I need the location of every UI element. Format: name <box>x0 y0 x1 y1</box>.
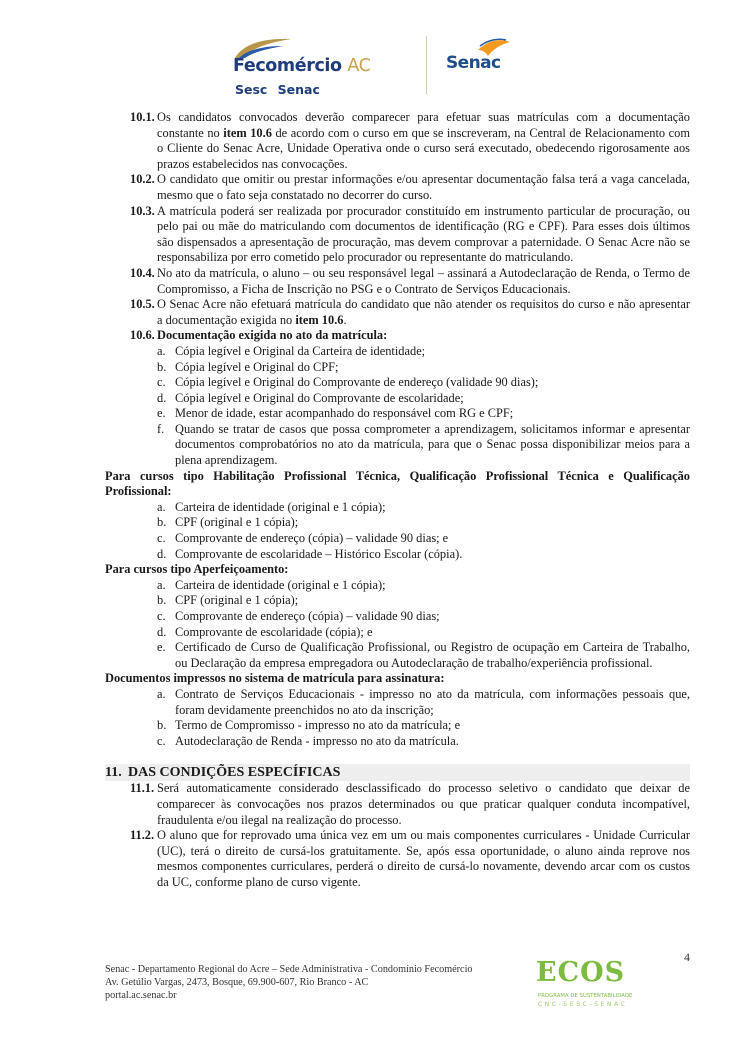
list-letter: d. <box>157 390 167 405</box>
group-heading-habilitacao: Para cursos tipo Habilitação Profissional Técnica, Qualificação Profissional Técnica e Qualificação Profissional: <box>105 468 690 499</box>
clause-text: de acordo com o curso em que se inscreveram, na Central de Relacionamento com o Cliente do Senac Acre, Unidade Operativa onde o curso será executado, obedecendo rigorosamente aos prazos estabelecidos nas convocações. <box>157 125 690 171</box>
ecos-logo <box>536 958 640 1006</box>
list-text: Carteira de identidade (original e 1 cópia); <box>175 499 386 514</box>
section-heading-11 <box>105 764 690 781</box>
clause-text: O candidato que omitir ou prestar informações e/ou apresentar documentação falsa terá a vaga cancelada, mesmo que o fato seja constatado no decorrer do curso. <box>157 172 690 202</box>
list-letter: b. <box>157 593 167 608</box>
clause-number: 10.5. <box>130 297 155 312</box>
list-item <box>105 593 690 609</box>
list-letter: c. <box>157 733 166 748</box>
list-text: Comprovante de endereço (cópia) – validade 90 dias; <box>175 609 440 623</box>
clause-10-4 <box>105 266 690 297</box>
list-letter: b. <box>157 718 167 733</box>
list-text: Cópia legível e Original do Comprovante de endereço (validade 90 dias); <box>175 375 539 390</box>
clause-text: O Senac Acre não efetuará matrícula do candidato que não atender os requisitos do curso e não apresentar a documentação exigida no <box>157 297 690 327</box>
list-text: Menor de idade, estar acompanhado do responsável com RG e CPF; <box>175 406 514 421</box>
list-letter: c. <box>157 531 166 546</box>
list-letter: a. <box>157 499 166 514</box>
list-text: Comprovante de endereço (cópia) – validade 90 dias; e <box>175 531 449 546</box>
senac-wordmark: Senac <box>446 53 501 73</box>
footer-address-line: Av. Getúlio Vargas, 2473, Bosque, 69.900-607, Rio Branco - AC <box>105 977 369 988</box>
list-text: Cópia legível e Original do Comprovante de escolaridade; <box>175 390 464 405</box>
list-text: Termo de Compromisso - impresso no ato da matrícula; e <box>175 718 461 733</box>
footer-address-line: Senac - Departamento Regional do Acre – Sede Administrativa - Condomínio Fecomércio <box>105 964 473 975</box>
clause-heading: Documentação exigida no ato da matrícula: <box>157 328 388 343</box>
list-letter: b. <box>157 359 167 374</box>
clause-11-1 <box>105 781 690 828</box>
list-text: CPF (original e 1 cópia); <box>175 593 299 608</box>
list-text: CPF (original e 1 cópia); <box>175 515 299 530</box>
clause-number: 10.1. <box>130 110 155 124</box>
list-text: Carteira de identidade (original e 1 cópia); <box>175 577 386 592</box>
list-letter: d. <box>157 546 167 561</box>
clause-10-6 <box>105 328 690 344</box>
clause-10-3 <box>105 204 690 266</box>
list-letter: d. <box>157 624 167 639</box>
section-title: DAS CONDIÇÕES ESPECÍFICAS <box>128 765 341 781</box>
clause-number: 11.2. <box>130 828 155 843</box>
list-item <box>105 406 690 422</box>
list-text: Comprovante de escolaridade – Histórico Escolar (cópia). <box>175 546 463 561</box>
logo-divider <box>426 36 427 94</box>
list-text: Contrato de Serviços Educacionais - impresso no ato da matrícula, com informações pessoais que, foram devidamente preenchidos no ato da inscrição; <box>175 686 690 717</box>
document-body <box>105 110 690 891</box>
section-number: 11. <box>105 765 122 781</box>
list-letter: b. <box>157 515 167 530</box>
page-number: 4 <box>684 950 690 964</box>
list-item <box>105 718 690 734</box>
list-item <box>105 344 690 360</box>
list-text: Certificado de Curso de Qualificação Profissional, ou Registro de ocupação em Carteira de Trabalho, ou Declaração da empresa empregadora ou Autodeclaração de trabalho/experiência profissional. <box>175 640 690 670</box>
clause-text: Será automaticamente considerado desclassificado do processo seletivo o candidato que deixar de comparecer às convocações nos prazos determinados ou que praticar qualquer conduta incompatível, fraudulenta e/ou ilegal na realização do processo. <box>157 781 690 827</box>
clause-text: O aluno que for reprovado uma única vez em um ou mais componentes curriculares - Unidade Curricular (UC), terá o direito de cursá-los gratuitamente. Se, após essa oportunidade, o aluno ainda reprove nos mesmos componentes curriculares, perderá o direito de cursá-lo novamente, devendo arcar com os custos da UC, conforme plano de curso vigente. <box>157 828 690 889</box>
clause-text: No ato da matrícula, o aluno – ou seu responsável legal – assinará a Autodeclaração de Renda, o Termo de Compromisso, a Ficha de Inscrição no PSG e o Contrato de Serviços Educacionais. <box>157 265 690 296</box>
list-letter: c. <box>157 375 166 390</box>
clause-10-1 <box>105 110 690 172</box>
list-item <box>105 687 690 718</box>
clause-reference: item 10.6 <box>295 312 344 327</box>
clause-text: Os candidatos convocados deverão comparecer para efetuar suas matrículas com a documentação constante no <box>157 110 690 140</box>
fecomercio-subtitle: Sesc Senac <box>235 82 320 97</box>
list-item <box>105 422 690 469</box>
list-item <box>105 515 690 531</box>
list-text: Quando se tratar de casos que possa comprometer a aprendizagem, solicitamos informar e apresentar documentos comprobatórios no ato da matrícula, para que o Senac possa disponibilizar meios para a plena aprendizagem. <box>175 421 690 468</box>
list-text: Cópia legível e Original do CPF; <box>175 359 339 374</box>
ecos-subtitle: CNC-SESC-SENAC <box>538 1001 628 1008</box>
clause-number: 10.2. <box>130 172 155 187</box>
list-text: Cópia legível e Original da Carteira de identidade; <box>175 343 426 358</box>
clause-10-5 <box>105 297 690 328</box>
list-letter: a. <box>157 686 166 701</box>
list-text: Autodeclaração de Renda - impresso no ato da matrícula. <box>175 733 459 748</box>
clause-11-2 <box>105 828 690 890</box>
page-footer <box>105 963 473 1002</box>
senac-logo <box>446 38 526 78</box>
list-letter: e. <box>157 640 166 655</box>
clause-reference: item 10.6 <box>223 125 272 140</box>
list-item <box>105 547 690 563</box>
page-header <box>0 30 750 100</box>
list-letter: e. <box>157 406 166 421</box>
group-heading-documentos-impressos: Documentos impressos no sistema de matrícula para assinatura: <box>105 671 445 686</box>
clause-text: . <box>343 312 347 327</box>
list-letter: c. <box>157 609 166 623</box>
list-letter: f. <box>157 421 165 436</box>
list-item <box>105 360 690 376</box>
list-item <box>105 625 690 641</box>
group-heading-aperfeicoamento: Para cursos tipo Aperfeiçoamento: <box>105 562 289 577</box>
list-item <box>105 609 690 625</box>
list-item <box>105 531 690 547</box>
fecomercio-logo <box>233 36 413 96</box>
footer-website: portal.ac.senac.br <box>105 990 177 1001</box>
list-item <box>105 391 690 407</box>
list-text: Comprovante de escolaridade (cópia); e <box>175 624 373 639</box>
clause-number: 10.4. <box>130 265 155 280</box>
clause-number: 10.6. <box>130 328 155 343</box>
list-item <box>105 640 690 671</box>
list-letter: a. <box>157 577 166 592</box>
clause-number: 10.3. <box>130 203 155 218</box>
list-item <box>105 734 690 750</box>
ecos-subtitle: PROGRAMA DE SUSTENTABILIDADE <box>538 993 633 999</box>
list-letter: a. <box>157 343 166 358</box>
list-item <box>105 578 690 594</box>
list-item <box>105 500 690 516</box>
ecos-wordmark: ECOS <box>536 957 626 988</box>
clause-10-2 <box>105 172 690 203</box>
clause-number: 11.1. <box>130 781 155 796</box>
list-item <box>105 375 690 391</box>
clause-text: A matrícula poderá ser realizada por procurador constituído em instrumento particular de procuração, ou pelo pai ou mãe do matriculando com documentos de identificação (RG e CPF). Para esses dois últimos são dispensados a apresentação de procuração, mas devem comprovar a paternidade. O Senac Acre não se responsabiliza por erro cometido pelo procurador ou representante do matriculando. <box>157 203 690 265</box>
fecomercio-name: Fecomércio AC <box>233 56 371 76</box>
